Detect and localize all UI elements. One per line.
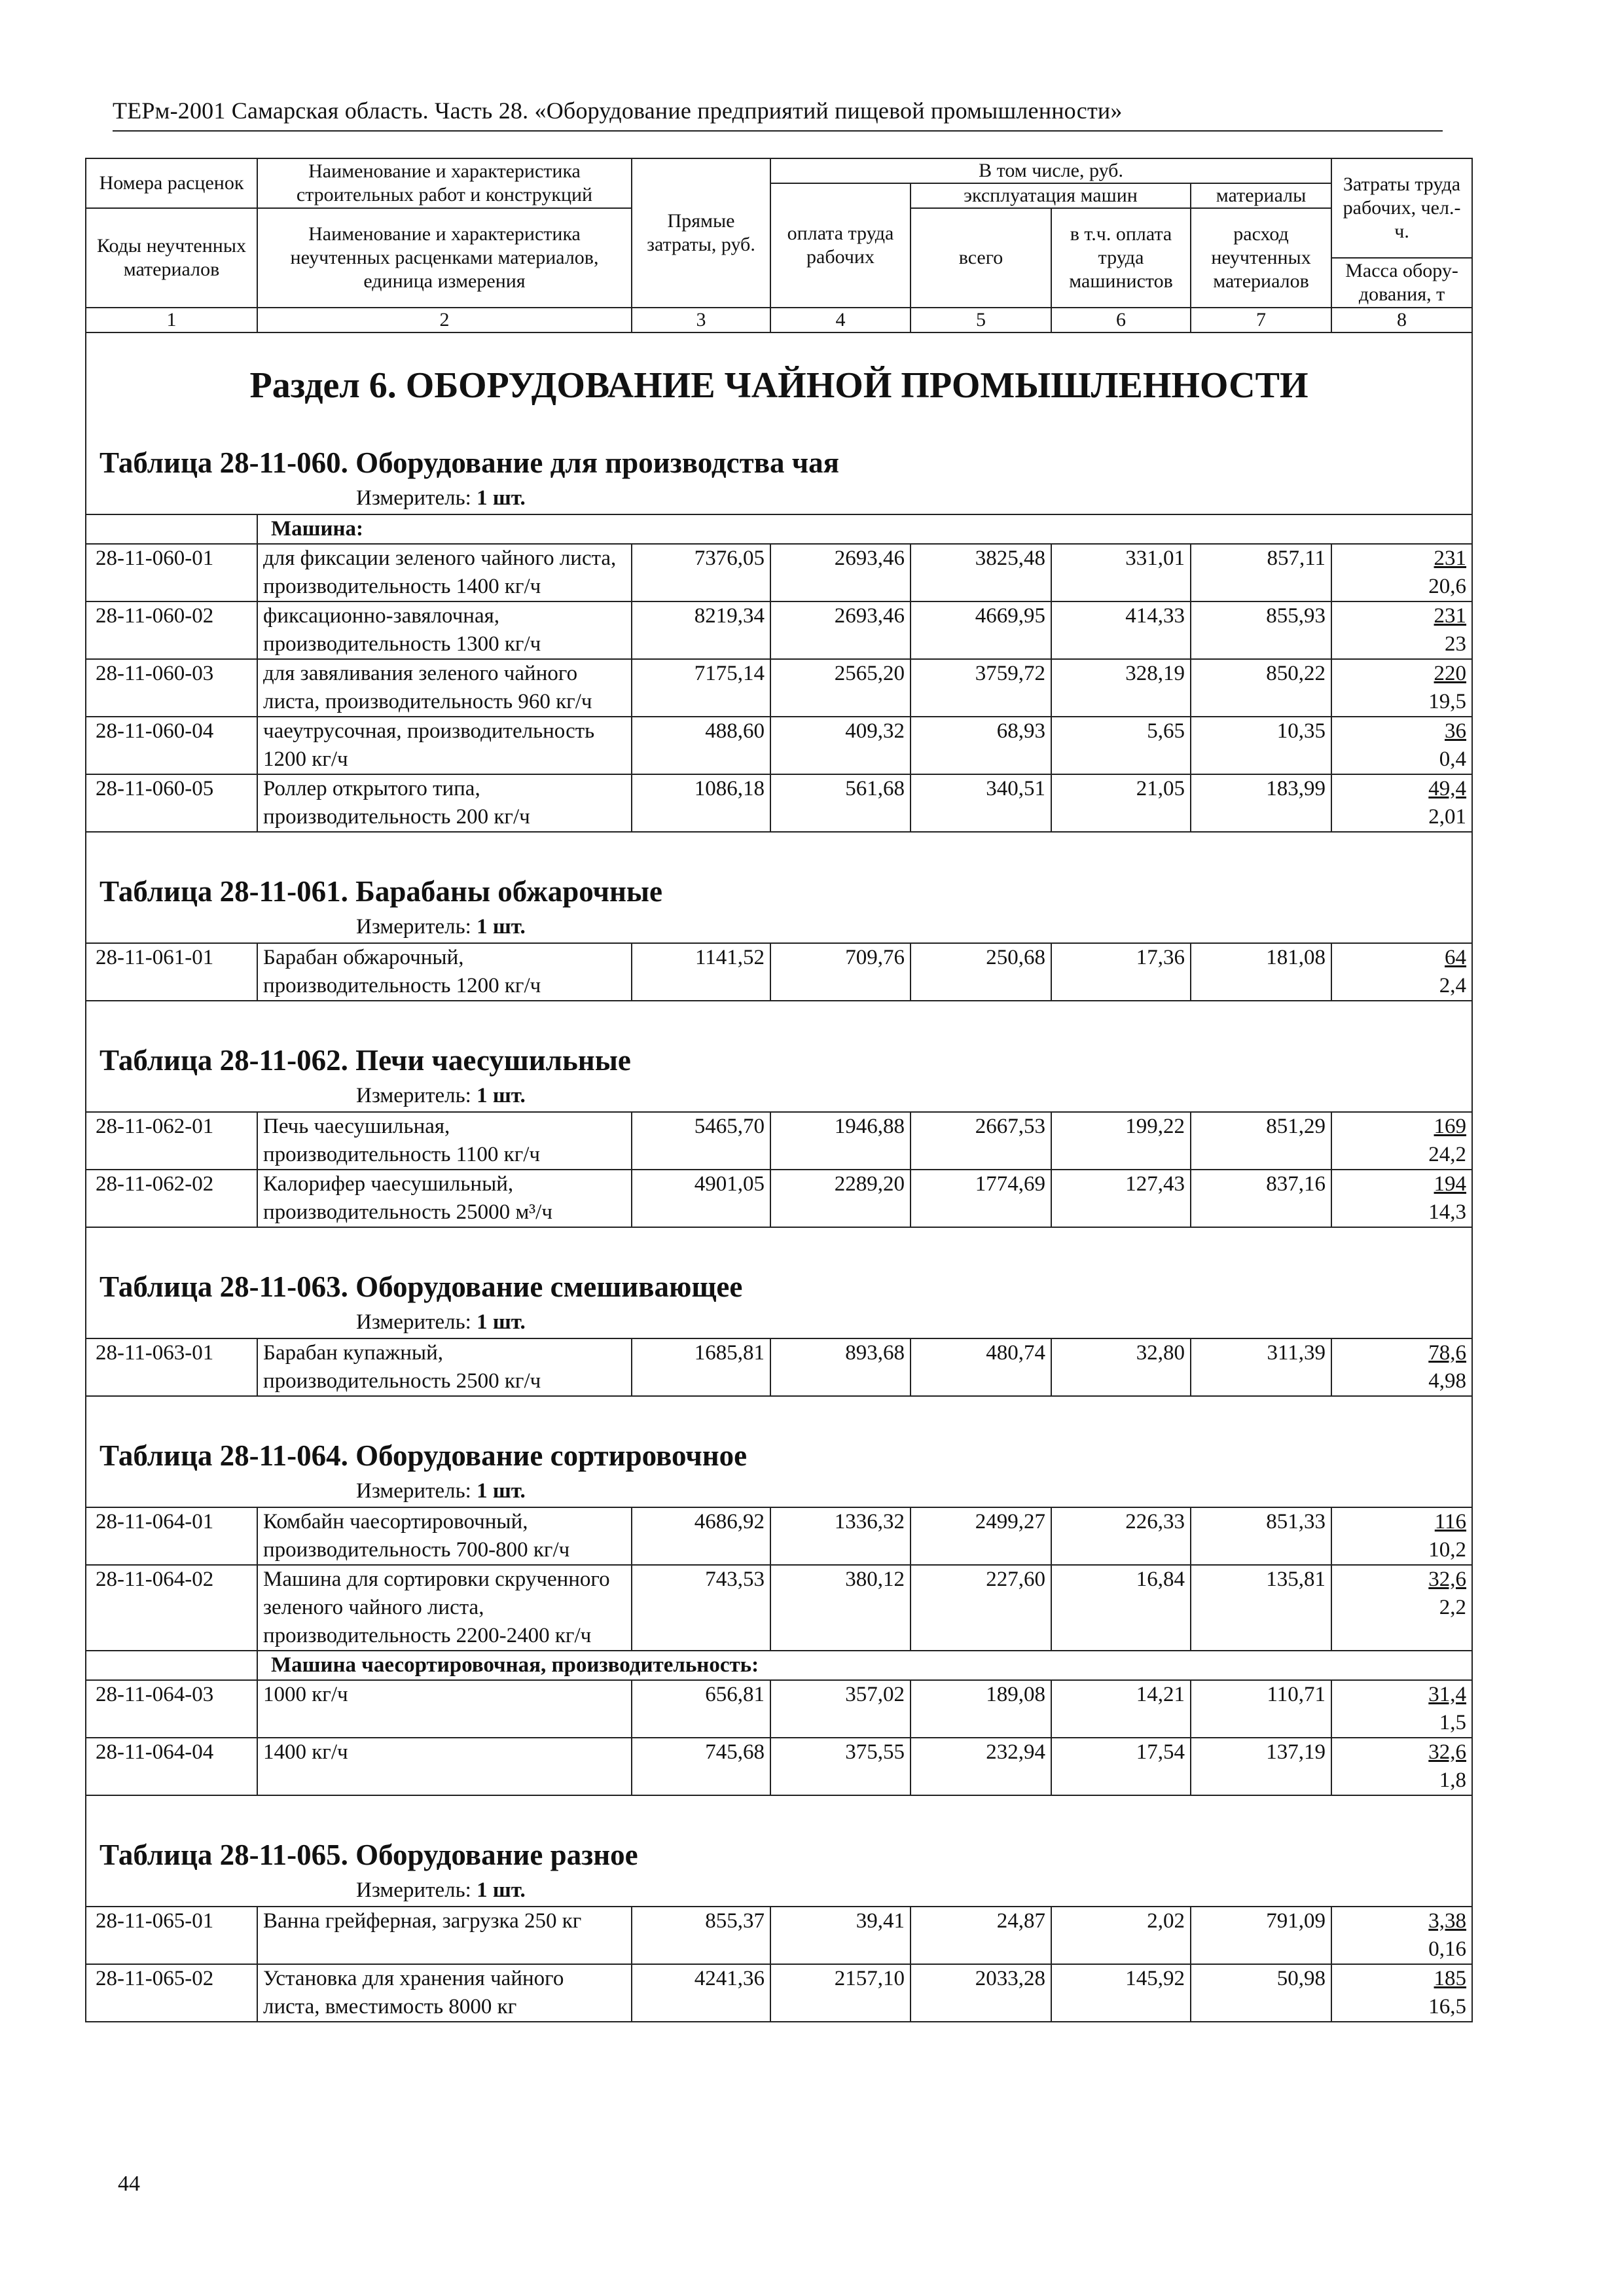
price-table — [85, 158, 1473, 2022]
table-row — [86, 544, 1472, 601]
table-row — [86, 1680, 1472, 1738]
machine-total: 2667,53 — [911, 1112, 1051, 1170]
labor-hours: 3,38 — [1428, 1909, 1467, 1933]
col2-top: Наименование и характеристика строительных работ и конструкций — [257, 158, 632, 208]
labor-hours: 231 — [1434, 547, 1467, 570]
labor-mass-cell — [1331, 1565, 1472, 1651]
direct-cost: 4901,05 — [632, 1170, 770, 1227]
table-title: Таблица 28-11-061. Барабаны обжарочные — [99, 875, 662, 908]
labor-hours: 231 — [1434, 604, 1467, 628]
rate-name: Машина для сортировки скрученного зеленого чайного листа, производительность 2200-2400 кг/ч — [257, 1565, 632, 1651]
measure-label: Измеритель: — [356, 1310, 471, 1334]
col1-bottom: Коды неучтенных материалов — [86, 208, 257, 308]
machine-total: 2499,27 — [911, 1507, 1051, 1565]
labor-wage: 2693,46 — [770, 544, 911, 601]
materials-cost: 137,19 — [1191, 1738, 1331, 1795]
direct-cost: 745,68 — [632, 1738, 770, 1795]
page-number: 44 — [118, 2172, 140, 2196]
subheader-row — [86, 1651, 1472, 1680]
machine-wage: 17,36 — [1051, 943, 1191, 1001]
machine-total: 3825,48 — [911, 544, 1051, 601]
labor-hours: 32,6 — [1428, 1740, 1467, 1764]
col7-header: расход неучтенных материалов — [1191, 208, 1331, 308]
equipment-mass: 24,2 — [1428, 1143, 1467, 1166]
labor-mass-cell — [1331, 601, 1472, 659]
measure-label: Измеритель: — [356, 1878, 471, 1902]
table-title-row — [86, 1247, 1472, 1338]
labor-mass-cell — [1331, 1680, 1472, 1738]
measure-line — [99, 914, 1471, 942]
machine-total: 189,08 — [911, 1680, 1051, 1738]
measure-line — [99, 1083, 1471, 1111]
measure-value: 1 шт. — [477, 1084, 526, 1107]
table-title: Таблица 28-11-063. Оборудование смешивающее — [99, 1270, 743, 1303]
section-title: Раздел 6. ОБОРУДОВАНИЕ ЧАЙНОЙ ПРОМЫШЛЕННОСТИ — [249, 365, 1308, 406]
measure-label: Измеритель: — [356, 915, 471, 939]
rate-code: 28-11-065-01 — [86, 1907, 257, 1964]
labor-mass-cell — [1331, 659, 1472, 717]
rate-code: 28-11-060-03 — [86, 659, 257, 717]
section-row — [86, 332, 1472, 423]
direct-cost: 5465,70 — [632, 1112, 770, 1170]
materials-cost: 791,09 — [1191, 1907, 1331, 1964]
materials-cost: 110,71 — [1191, 1680, 1331, 1738]
header-rule — [113, 130, 1443, 132]
equipment-mass: 16,5 — [1428, 1995, 1467, 2018]
rate-code: 28-11-063-01 — [86, 1338, 257, 1396]
rate-name: Печь чаесушильная, производительность 1100 кг/ч — [257, 1112, 632, 1170]
table-body — [86, 332, 1472, 2022]
spacer-cell — [86, 1227, 1472, 1247]
direct-cost: 1685,81 — [632, 1338, 770, 1396]
equipment-mass: 2,01 — [1428, 805, 1467, 829]
labor-hours: 64 — [1445, 946, 1467, 969]
equipment-mass: 4,98 — [1428, 1369, 1467, 1393]
machine-wage: 16,84 — [1051, 1565, 1191, 1651]
table-title-row — [86, 1816, 1472, 1907]
machine-total: 250,68 — [911, 943, 1051, 1001]
subheader-row — [86, 514, 1472, 544]
equipment-mass: 20,6 — [1428, 575, 1467, 598]
machine-wage: 145,92 — [1051, 1964, 1191, 2022]
col8-bottom: Масса обору-дования, т — [1331, 258, 1472, 308]
labor-mass-cell — [1331, 774, 1472, 832]
subheader-label: Машина чаесортировочная, производительность: — [257, 1651, 1472, 1680]
machine-wage: 21,05 — [1051, 774, 1191, 832]
table-title-cell — [86, 1021, 1472, 1112]
rate-code: 28-11-060-02 — [86, 601, 257, 659]
measure-value: 1 шт. — [477, 1310, 526, 1334]
measure-value: 1 шт. — [477, 1878, 526, 1902]
spacer-cell — [86, 1795, 1472, 1816]
rate-name: фиксационно-завялочная, производительность 1300 кг/ч — [257, 601, 632, 659]
incl-header: В том числе, руб. — [770, 158, 1331, 183]
direct-cost: 1086,18 — [632, 774, 770, 832]
table-row — [86, 601, 1472, 659]
materials-header: материалы — [1191, 183, 1331, 208]
subheader-code-cell — [86, 514, 257, 544]
measure-line — [99, 1478, 1471, 1507]
col-number: 6 — [1051, 308, 1191, 332]
table-title-cell — [86, 1247, 1472, 1338]
col3-header: Прямые затраты, руб. — [632, 158, 770, 308]
col-number: 4 — [770, 308, 911, 332]
machine-wage: 328,19 — [1051, 659, 1191, 717]
table-row — [86, 1907, 1472, 1964]
labor-hours: 49,4 — [1428, 777, 1467, 800]
col-number: 7 — [1191, 308, 1331, 332]
measure-label: Измеритель: — [356, 1084, 471, 1107]
rate-name: Барабан купажный, производительность 2500 кг/ч — [257, 1338, 632, 1396]
rate-name: 1400 кг/ч — [257, 1738, 632, 1795]
rate-name: для завяливания зеленого чайного листа, производительность 960 кг/ч — [257, 659, 632, 717]
measure-line — [99, 1877, 1471, 1906]
labor-mass-cell — [1331, 1507, 1472, 1565]
equipment-mass: 23 — [1445, 632, 1467, 656]
labor-wage: 357,02 — [770, 1680, 911, 1738]
materials-cost: 857,11 — [1191, 544, 1331, 601]
spacer-row — [86, 1227, 1472, 1247]
labor-wage: 561,68 — [770, 774, 911, 832]
labor-wage: 1946,88 — [770, 1112, 911, 1170]
labor-mass-cell — [1331, 1112, 1472, 1170]
table-title-row — [86, 852, 1472, 943]
direct-cost: 743,53 — [632, 1565, 770, 1651]
labor-mass-cell — [1331, 1907, 1472, 1964]
labor-mass-cell — [1331, 943, 1472, 1001]
table-title-cell — [86, 852, 1472, 943]
table-title: Таблица 28-11-060. Оборудование для производства чая — [99, 446, 840, 479]
rate-name: Ванна грейферная, загрузка 250 кг — [257, 1907, 632, 1964]
machine-wage: 17,54 — [1051, 1738, 1191, 1795]
machine-wage: 226,33 — [1051, 1507, 1191, 1565]
labor-wage: 2565,20 — [770, 659, 911, 717]
subheader-code-cell — [86, 1651, 257, 1680]
labor-hours: 194 — [1434, 1172, 1467, 1196]
equipment-mass: 2,2 — [1439, 1596, 1467, 1619]
rate-name: для фиксации зеленого чайного листа, производительность 1400 кг/ч — [257, 544, 632, 601]
table-row — [86, 1738, 1472, 1795]
rate-code: 28-11-060-01 — [86, 544, 257, 601]
machine-total: 68,93 — [911, 717, 1051, 774]
direct-cost: 1141,52 — [632, 943, 770, 1001]
labor-wage: 39,41 — [770, 1907, 911, 1964]
machine-wage: 127,43 — [1051, 1170, 1191, 1227]
labor-wage: 2289,20 — [770, 1170, 911, 1227]
materials-cost: 850,22 — [1191, 659, 1331, 717]
rate-name: Барабан обжарочный, производительность 1200 кг/ч — [257, 943, 632, 1001]
table-row — [86, 717, 1472, 774]
spacer-cell — [86, 1396, 1472, 1416]
equipment-mass: 14,3 — [1428, 1200, 1467, 1224]
table-row — [86, 1964, 1472, 2022]
measure-label: Измеритель: — [356, 1479, 471, 1503]
col-number: 3 — [632, 308, 770, 332]
table-row — [86, 1112, 1472, 1170]
table-row — [86, 1170, 1472, 1227]
labor-mass-cell — [1331, 544, 1472, 601]
table-title-row — [86, 423, 1472, 514]
spacer-row — [86, 1001, 1472, 1021]
materials-cost: 851,29 — [1191, 1112, 1331, 1170]
machine-total: 24,87 — [911, 1907, 1051, 1964]
machine-wage: 331,01 — [1051, 544, 1191, 601]
machine-total: 480,74 — [911, 1338, 1051, 1396]
labor-mass-cell — [1331, 1170, 1472, 1227]
equipment-mass: 2,4 — [1439, 974, 1467, 997]
table-title-cell — [86, 1416, 1472, 1507]
equipment-mass: 0,4 — [1439, 747, 1467, 771]
subheader-label: Машина: — [257, 514, 1472, 544]
labor-hours: 36 — [1445, 719, 1467, 743]
table-row — [86, 943, 1472, 1001]
measure-line — [99, 1309, 1471, 1338]
rate-code: 28-11-062-02 — [86, 1170, 257, 1227]
rate-name: Роллер открытого типа, производительность 200 кг/ч — [257, 774, 632, 832]
rate-code: 28-11-064-04 — [86, 1738, 257, 1795]
machine-wage: 5,65 — [1051, 717, 1191, 774]
labor-wage: 893,68 — [770, 1338, 911, 1396]
materials-cost: 135,81 — [1191, 1565, 1331, 1651]
machine-total: 232,94 — [911, 1738, 1051, 1795]
direct-cost: 855,37 — [632, 1907, 770, 1964]
labor-wage: 375,55 — [770, 1738, 911, 1795]
labor-wage: 2157,10 — [770, 1964, 911, 2022]
col1-top: Номера расценок — [86, 158, 257, 208]
labor-hours: 78,6 — [1428, 1341, 1467, 1365]
labor-mass-cell — [1331, 717, 1472, 774]
direct-cost: 4686,92 — [632, 1507, 770, 1565]
machine-total: 3759,72 — [911, 659, 1051, 717]
spacer-row — [86, 1795, 1472, 1816]
rate-code: 28-11-061-01 — [86, 943, 257, 1001]
equipment-mass: 19,5 — [1428, 690, 1467, 713]
col-number: 1 — [86, 308, 257, 332]
rate-code: 28-11-060-05 — [86, 774, 257, 832]
page-header: ТЕРм-2001 Самарская область. Часть 28. «Оборудование предприятий пищевой промышленности» — [113, 98, 1123, 124]
table-row — [86, 1507, 1472, 1565]
labor-wage: 1336,32 — [770, 1507, 911, 1565]
equipment-mass: 1,8 — [1439, 1768, 1467, 1792]
table-row — [86, 1338, 1472, 1396]
direct-cost: 8219,34 — [632, 601, 770, 659]
labor-hours: 169 — [1434, 1115, 1467, 1138]
machine-total: 227,60 — [911, 1565, 1051, 1651]
materials-cost: 183,99 — [1191, 774, 1331, 832]
materials-cost: 50,98 — [1191, 1964, 1331, 2022]
rate-code: 28-11-064-01 — [86, 1507, 257, 1565]
labor-wage: 2693,46 — [770, 601, 911, 659]
materials-cost: 837,16 — [1191, 1170, 1331, 1227]
col4-header: оплата труда рабочих — [770, 183, 911, 308]
machine-wage: 14,21 — [1051, 1680, 1191, 1738]
col-number: 2 — [257, 308, 632, 332]
labor-hours: 32,6 — [1428, 1568, 1467, 1591]
measure-value: 1 шт. — [477, 1479, 526, 1503]
labor-mass-cell — [1331, 1964, 1472, 2022]
materials-cost: 855,93 — [1191, 601, 1331, 659]
rate-code: 28-11-064-03 — [86, 1680, 257, 1738]
spacer-cell — [86, 832, 1472, 852]
labor-mass-cell — [1331, 1738, 1472, 1795]
labor-wage: 380,12 — [770, 1565, 911, 1651]
machine-total: 1774,69 — [911, 1170, 1051, 1227]
table-row — [86, 774, 1472, 832]
labor-mass-cell — [1331, 1338, 1472, 1396]
machines-header: эксплуатация машин — [911, 183, 1191, 208]
direct-cost: 4241,36 — [632, 1964, 770, 2022]
rate-name: 1000 кг/ч — [257, 1680, 632, 1738]
rate-name: Калорифер чаесушильный, производительность 25000 м³/ч — [257, 1170, 632, 1227]
rate-code: 28-11-064-02 — [86, 1565, 257, 1651]
col2-bottom: Наименование и характеристика неучтенных расценками материалов, единица измерения — [257, 208, 632, 308]
direct-cost: 7376,05 — [632, 544, 770, 601]
col-number: 8 — [1331, 308, 1472, 332]
direct-cost: 656,81 — [632, 1680, 770, 1738]
table-row — [86, 1565, 1472, 1651]
machine-wage: 32,80 — [1051, 1338, 1191, 1396]
materials-cost: 181,08 — [1191, 943, 1331, 1001]
machine-total: 340,51 — [911, 774, 1051, 832]
rate-code: 28-11-060-04 — [86, 717, 257, 774]
materials-cost: 311,39 — [1191, 1338, 1331, 1396]
direct-cost: 7175,14 — [632, 659, 770, 717]
measure-line — [99, 485, 1471, 514]
table-title-row — [86, 1416, 1472, 1507]
materials-cost: 851,33 — [1191, 1507, 1331, 1565]
col5-header: всего — [911, 208, 1051, 308]
labor-wage: 709,76 — [770, 943, 911, 1001]
table-title: Таблица 28-11-065. Оборудование разное — [99, 1839, 638, 1871]
table-row — [86, 659, 1472, 717]
table-title: Таблица 28-11-064. Оборудование сортировочное — [99, 1439, 748, 1472]
machine-wage: 414,33 — [1051, 601, 1191, 659]
section-cell — [86, 332, 1472, 423]
materials-cost: 10,35 — [1191, 717, 1331, 774]
measure-value: 1 шт. — [477, 915, 526, 939]
rate-code: 28-11-065-02 — [86, 1964, 257, 2022]
measure-label: Измеритель: — [356, 486, 471, 510]
rate-name: Комбайн чаесортировочный, производительность 700-800 кг/ч — [257, 1507, 632, 1565]
measure-value: 1 шт. — [477, 486, 526, 510]
direct-cost: 488,60 — [632, 717, 770, 774]
col8-top: Затраты труда рабочих, чел.-ч. — [1331, 158, 1472, 258]
table-title-cell — [86, 1816, 1472, 1907]
col6-header: в т.ч. оплата труда машинистов — [1051, 208, 1191, 308]
spacer-row — [86, 1396, 1472, 1416]
table-header — [86, 158, 1472, 332]
equipment-mass: 1,5 — [1439, 1711, 1467, 1734]
rate-name: Установка для хранения чайного листа, вместимость 8000 кг — [257, 1964, 632, 2022]
equipment-mass: 0,16 — [1428, 1937, 1467, 1961]
labor-wage: 409,32 — [770, 717, 911, 774]
table-title-cell — [86, 423, 1472, 514]
equipment-mass: 10,2 — [1428, 1538, 1467, 1562]
machine-wage: 199,22 — [1051, 1112, 1191, 1170]
labor-hours: 116 — [1434, 1510, 1467, 1534]
rate-code: 28-11-062-01 — [86, 1112, 257, 1170]
machine-wage: 2,02 — [1051, 1907, 1191, 1964]
labor-hours: 185 — [1434, 1967, 1467, 1990]
col-number: 5 — [911, 308, 1051, 332]
spacer-row — [86, 832, 1472, 852]
table-title-row — [86, 1021, 1472, 1112]
machine-total: 2033,28 — [911, 1964, 1051, 2022]
spacer-cell — [86, 1001, 1472, 1021]
rate-name: чаеутрусочная, производительность 1200 кг/ч — [257, 717, 632, 774]
machine-total: 4669,95 — [911, 601, 1051, 659]
table-title: Таблица 28-11-062. Печи чаесушильные — [99, 1044, 631, 1077]
labor-hours: 31,4 — [1428, 1683, 1467, 1706]
labor-hours: 220 — [1434, 662, 1467, 685]
